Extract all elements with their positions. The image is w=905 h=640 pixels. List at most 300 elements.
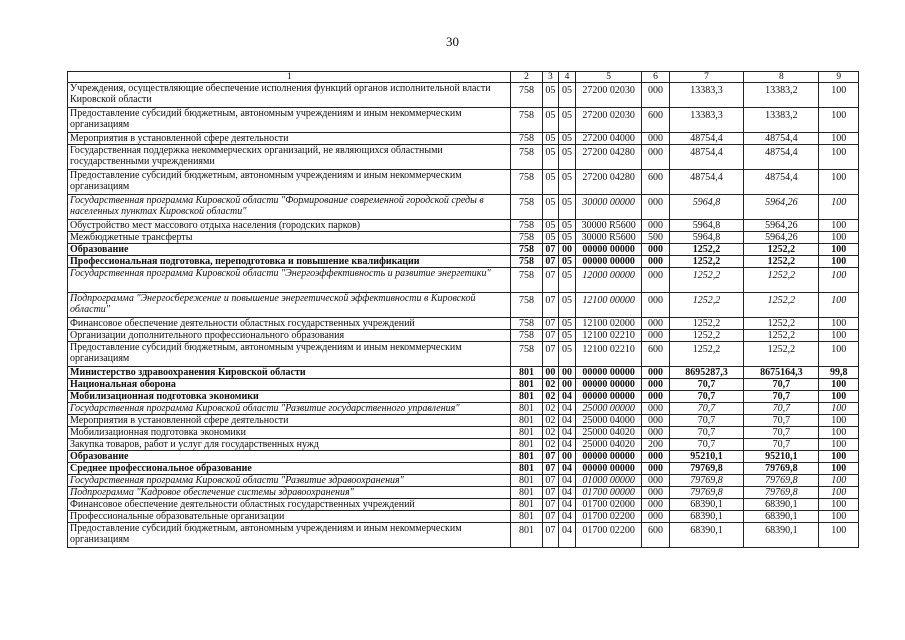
ministry-code-cell: 801: [511, 379, 542, 391]
table-row: [68, 83, 859, 108]
table-row: [68, 451, 859, 463]
planned-amount-cell: 70,7: [669, 379, 744, 391]
row-name-cell: Мобилизационная подготовка экономики: [68, 427, 511, 439]
section-code-cell: 07: [542, 511, 559, 523]
execution-percent-cell: 100: [819, 487, 859, 499]
row-name-cell: Мероприятия в установленной сфере деятельности: [68, 415, 511, 427]
row-name-cell: Государственная программа Кировской области "Формирование современной городской среды в населенных пунктах Кировской области": [68, 195, 511, 220]
table-row: [68, 403, 859, 415]
executed-amount-cell: 1252,2: [744, 330, 819, 342]
expense-type-cell: 000: [642, 499, 669, 511]
row-name-cell: Обустройство мест массового отдыха населения (городских парков): [68, 220, 511, 232]
executed-amount-cell: 68390,1: [744, 499, 819, 511]
column-header: 7: [669, 72, 744, 83]
target-article-cell: 25000 04000: [575, 415, 642, 427]
planned-amount-cell: 1252,2: [669, 256, 744, 268]
executed-amount-cell: 13383,2: [744, 83, 819, 108]
table-row: [68, 330, 859, 342]
planned-amount-cell: 13383,3: [669, 108, 744, 133]
execution-percent-cell: 100: [819, 523, 859, 548]
subsection-code-cell: 04: [559, 487, 576, 499]
table-row: [68, 220, 859, 232]
planned-amount-cell: 8695287,3: [669, 367, 744, 379]
execution-percent-cell: 100: [819, 427, 859, 439]
expense-type-cell: 000: [642, 391, 669, 403]
row-name-cell: Предоставление субсидий бюджетным, автономным учреждениям и иным некоммерческим организациям: [68, 170, 511, 195]
execution-percent-cell: 100: [819, 475, 859, 487]
execution-percent-cell: 100: [819, 108, 859, 133]
execution-percent-cell: 100: [819, 439, 859, 451]
row-name-cell: Мероприятия в установленной сфере деятельности: [68, 133, 511, 145]
execution-percent-cell: 100: [819, 318, 859, 330]
execution-percent-cell: 100: [819, 232, 859, 244]
section-code-cell: 07: [542, 463, 559, 475]
expense-type-cell: 000: [642, 244, 669, 256]
ministry-code-cell: 758: [511, 232, 542, 244]
section-code-cell: 02: [542, 403, 559, 415]
subsection-code-cell: 04: [559, 463, 576, 475]
row-name-cell: Министерство здравоохранения Кировской области: [68, 367, 511, 379]
target-article-cell: 00000 00000: [575, 256, 642, 268]
subsection-code-cell: 00: [559, 451, 576, 463]
expense-type-cell: 500: [642, 232, 669, 244]
target-article-cell: 27200 04280: [575, 145, 642, 170]
execution-percent-cell: 100: [819, 379, 859, 391]
row-name-cell: Государственная поддержка некоммерческих организаций, не являющихся областными государственными учреждениями: [68, 145, 511, 170]
planned-amount-cell: 79769,8: [669, 475, 744, 487]
ministry-code-cell: 758: [511, 170, 542, 195]
planned-amount-cell: 68390,1: [669, 523, 744, 548]
expense-type-cell: 000: [642, 318, 669, 330]
execution-percent-cell: 99,8: [819, 367, 859, 379]
ministry-code-cell: 801: [511, 391, 542, 403]
ministry-code-cell: 801: [511, 439, 542, 451]
execution-percent-cell: 100: [819, 463, 859, 475]
section-code-cell: 05: [542, 83, 559, 108]
executed-amount-cell: 8675164,3: [744, 367, 819, 379]
table-row: [68, 268, 859, 293]
subsection-code-cell: 05: [559, 220, 576, 232]
table-row: [68, 523, 859, 548]
section-code-cell: 07: [542, 330, 559, 342]
section-code-cell: 07: [542, 318, 559, 330]
target-article-cell: 12100 02210: [575, 342, 642, 367]
planned-amount-cell: 70,7: [669, 415, 744, 427]
ministry-code-cell: 801: [511, 523, 542, 548]
table-row: [68, 487, 859, 499]
execution-percent-cell: 100: [819, 451, 859, 463]
table-row: [68, 342, 859, 367]
row-name-cell: Предоставление субсидий бюджетным, автономным учреждениям и иным некоммерческим организациям: [68, 108, 511, 133]
subsection-code-cell: 05: [559, 232, 576, 244]
row-name-cell: Финансовое обеспечение деятельности областных государственных учреждений: [68, 499, 511, 511]
target-article-cell: 12000 00000: [575, 268, 642, 293]
table-row: [68, 439, 859, 451]
expense-type-cell: 000: [642, 403, 669, 415]
planned-amount-cell: 1252,2: [669, 330, 744, 342]
target-article-cell: 30000 00000: [575, 195, 642, 220]
ministry-code-cell: 801: [511, 367, 542, 379]
executed-amount-cell: 1252,2: [744, 318, 819, 330]
expense-type-cell: 000: [642, 463, 669, 475]
section-code-cell: 05: [542, 195, 559, 220]
column-header: 3: [542, 72, 559, 83]
execution-percent-cell: 100: [819, 330, 859, 342]
column-header: 5: [575, 72, 642, 83]
subsection-code-cell: 05: [559, 318, 576, 330]
section-code-cell: 05: [542, 108, 559, 133]
executed-amount-cell: 48754,4: [744, 133, 819, 145]
row-name-cell: Образование: [68, 451, 511, 463]
target-article-cell: 01700 02000: [575, 499, 642, 511]
subsection-code-cell: 04: [559, 475, 576, 487]
subsection-code-cell: 05: [559, 330, 576, 342]
section-code-cell: 05: [542, 170, 559, 195]
planned-amount-cell: 1252,2: [669, 244, 744, 256]
planned-amount-cell: 95210,1: [669, 451, 744, 463]
ministry-code-cell: 758: [511, 133, 542, 145]
ministry-code-cell: 758: [511, 195, 542, 220]
column-header: 2: [511, 72, 542, 83]
table-row: [68, 244, 859, 256]
executed-amount-cell: 70,7: [744, 427, 819, 439]
execution-percent-cell: 100: [819, 391, 859, 403]
section-code-cell: 02: [542, 391, 559, 403]
row-name-cell: Среднее профессиональное образование: [68, 463, 511, 475]
ministry-code-cell: 758: [511, 108, 542, 133]
executed-amount-cell: 79769,8: [744, 487, 819, 499]
ministry-code-cell: 801: [511, 487, 542, 499]
subsection-code-cell: 04: [559, 499, 576, 511]
planned-amount-cell: 48754,4: [669, 145, 744, 170]
target-article-cell: 27200 02030: [575, 108, 642, 133]
section-code-cell: 05: [542, 145, 559, 170]
target-article-cell: 25000 04020: [575, 439, 642, 451]
target-article-cell: 27200 04000: [575, 133, 642, 145]
planned-amount-cell: 70,7: [669, 439, 744, 451]
expense-type-cell: 000: [642, 195, 669, 220]
planned-amount-cell: 68390,1: [669, 511, 744, 523]
table-row: [68, 415, 859, 427]
table-row: [68, 293, 859, 318]
execution-percent-cell: 100: [819, 268, 859, 293]
section-code-cell: 07: [542, 475, 559, 487]
ministry-code-cell: 801: [511, 499, 542, 511]
row-name-cell: Государственная программа Кировской области "Развитие государственного управления": [68, 403, 511, 415]
target-article-cell: 30000 R5600: [575, 232, 642, 244]
planned-amount-cell: 68390,1: [669, 499, 744, 511]
subsection-code-cell: 04: [559, 523, 576, 548]
execution-percent-cell: 100: [819, 145, 859, 170]
subsection-code-cell: 00: [559, 367, 576, 379]
execution-percent-cell: 100: [819, 342, 859, 367]
table-row: [68, 145, 859, 170]
expense-type-cell: 000: [642, 379, 669, 391]
table-row: [68, 511, 859, 523]
subsection-code-cell: 04: [559, 415, 576, 427]
column-header: 6: [642, 72, 669, 83]
table-header-row: [68, 72, 859, 83]
expense-type-cell: 000: [642, 220, 669, 232]
expense-type-cell: 000: [642, 83, 669, 108]
execution-percent-cell: 100: [819, 83, 859, 108]
executed-amount-cell: 1252,2: [744, 342, 819, 367]
execution-percent-cell: 100: [819, 195, 859, 220]
ministry-code-cell: 801: [511, 463, 542, 475]
subsection-code-cell: 05: [559, 256, 576, 268]
section-code-cell: 05: [542, 232, 559, 244]
execution-percent-cell: 100: [819, 511, 859, 523]
section-code-cell: 05: [542, 133, 559, 145]
row-name-cell: Профессиональная подготовка, переподготовка и повышение квалификации: [68, 256, 511, 268]
subsection-code-cell: 05: [559, 145, 576, 170]
subsection-code-cell: 05: [559, 342, 576, 367]
execution-percent-cell: 100: [819, 220, 859, 232]
section-code-cell: 00: [542, 367, 559, 379]
ministry-code-cell: 801: [511, 475, 542, 487]
ministry-code-cell: 758: [511, 318, 542, 330]
execution-percent-cell: 100: [819, 256, 859, 268]
table-row: [68, 499, 859, 511]
section-code-cell: 07: [542, 523, 559, 548]
execution-percent-cell: 100: [819, 170, 859, 195]
expense-type-cell: 000: [642, 367, 669, 379]
expense-type-cell: 000: [642, 487, 669, 499]
subsection-code-cell: 05: [559, 170, 576, 195]
row-name-cell: Подпрограмма "Энергосбережение и повышение энергетической эффективности в Кировской области": [68, 293, 511, 318]
ministry-code-cell: 801: [511, 427, 542, 439]
row-name-cell: Межбюджетные трансферты: [68, 232, 511, 244]
table-row: [68, 232, 859, 244]
row-name-cell: Закупка товаров, работ и услуг для государственных нужд: [68, 439, 511, 451]
ministry-code-cell: 758: [511, 268, 542, 293]
budget-table: [67, 71, 859, 548]
subsection-code-cell: 05: [559, 83, 576, 108]
execution-percent-cell: 100: [819, 403, 859, 415]
planned-amount-cell: 70,7: [669, 403, 744, 415]
expense-type-cell: 000: [642, 475, 669, 487]
executed-amount-cell: 48754,4: [744, 145, 819, 170]
row-name-cell: Образование: [68, 244, 511, 256]
executed-amount-cell: 5964,26: [744, 220, 819, 232]
ministry-code-cell: 758: [511, 293, 542, 318]
subsection-code-cell: 04: [559, 391, 576, 403]
execution-percent-cell: 100: [819, 499, 859, 511]
section-code-cell: 07: [542, 244, 559, 256]
table-row: [68, 427, 859, 439]
ministry-code-cell: 758: [511, 342, 542, 367]
column-header: 8: [744, 72, 819, 83]
ministry-code-cell: 758: [511, 83, 542, 108]
expense-type-cell: 000: [642, 415, 669, 427]
ministry-code-cell: 758: [511, 256, 542, 268]
target-article-cell: 00000 00000: [575, 463, 642, 475]
executed-amount-cell: 68390,1: [744, 511, 819, 523]
target-article-cell: 00000 00000: [575, 451, 642, 463]
target-article-cell: 01700 00000: [575, 487, 642, 499]
table-row: [68, 318, 859, 330]
target-article-cell: 30000 R5600: [575, 220, 642, 232]
planned-amount-cell: 1252,2: [669, 318, 744, 330]
column-header: 1: [68, 72, 511, 83]
expense-type-cell: 000: [642, 511, 669, 523]
page-number: 30: [446, 34, 459, 49]
section-code-cell: 07: [542, 487, 559, 499]
row-name-cell: Предоставление субсидий бюджетным, автономным учреждениям и иным некоммерческим организациям: [68, 342, 511, 367]
section-code-cell: 07: [542, 256, 559, 268]
executed-amount-cell: 1252,2: [744, 293, 819, 318]
section-code-cell: 07: [542, 268, 559, 293]
executed-amount-cell: 13383,2: [744, 108, 819, 133]
expense-type-cell: 000: [642, 330, 669, 342]
ministry-code-cell: 758: [511, 330, 542, 342]
row-name-cell: Государственная программа Кировской области "Энергоэффективность и развитие энергетики": [68, 268, 511, 293]
table-row: [68, 391, 859, 403]
table-row: [68, 133, 859, 145]
section-code-cell: 02: [542, 379, 559, 391]
executed-amount-cell: 1252,2: [744, 256, 819, 268]
row-name-cell: Мобилизационная подготовка экономики: [68, 391, 511, 403]
target-article-cell: 00000 00000: [575, 367, 642, 379]
column-header: 4: [559, 72, 576, 83]
planned-amount-cell: 79769,8: [669, 463, 744, 475]
subsection-code-cell: 04: [559, 403, 576, 415]
ministry-code-cell: 801: [511, 403, 542, 415]
planned-amount-cell: 1252,2: [669, 293, 744, 318]
executed-amount-cell: 70,7: [744, 403, 819, 415]
ministry-code-cell: 758: [511, 220, 542, 232]
executed-amount-cell: 70,7: [744, 415, 819, 427]
subsection-code-cell: 04: [559, 511, 576, 523]
section-code-cell: 07: [542, 342, 559, 367]
executed-amount-cell: 79769,8: [744, 475, 819, 487]
table-row: [68, 170, 859, 195]
section-code-cell: 07: [542, 451, 559, 463]
ministry-code-cell: 801: [511, 451, 542, 463]
executed-amount-cell: 70,7: [744, 379, 819, 391]
table-row: [68, 367, 859, 379]
expense-type-cell: 600: [642, 170, 669, 195]
target-article-cell: 12100 00000: [575, 293, 642, 318]
executed-amount-cell: 5964,26: [744, 195, 819, 220]
executed-amount-cell: 48754,4: [744, 170, 819, 195]
target-article-cell: 12100 02000: [575, 318, 642, 330]
section-code-cell: 07: [542, 499, 559, 511]
table-row: [68, 379, 859, 391]
section-code-cell: 02: [542, 427, 559, 439]
subsection-code-cell: 00: [559, 244, 576, 256]
ministry-code-cell: 801: [511, 415, 542, 427]
column-header: 9: [819, 72, 859, 83]
target-article-cell: 00000 00000: [575, 391, 642, 403]
planned-amount-cell: 1252,2: [669, 268, 744, 293]
subsection-code-cell: 05: [559, 268, 576, 293]
planned-amount-cell: 70,7: [669, 427, 744, 439]
execution-percent-cell: 100: [819, 415, 859, 427]
planned-amount-cell: 5964,8: [669, 195, 744, 220]
planned-amount-cell: 48754,4: [669, 133, 744, 145]
target-article-cell: 27200 04280: [575, 170, 642, 195]
row-name-cell: Профессиональные образовательные организации: [68, 511, 511, 523]
subsection-code-cell: 05: [559, 195, 576, 220]
section-code-cell: 05: [542, 220, 559, 232]
planned-amount-cell: 70,7: [669, 391, 744, 403]
subsection-code-cell: 05: [559, 133, 576, 145]
executed-amount-cell: 5964,26: [744, 232, 819, 244]
target-article-cell: 12100 02210: [575, 330, 642, 342]
target-article-cell: 01700 02200: [575, 511, 642, 523]
row-name-cell: Национальная оборона: [68, 379, 511, 391]
expense-type-cell: 600: [642, 523, 669, 548]
table-row: [68, 108, 859, 133]
expense-type-cell: 000: [642, 427, 669, 439]
executed-amount-cell: 70,7: [744, 439, 819, 451]
executed-amount-cell: 95210,1: [744, 451, 819, 463]
subsection-code-cell: 00: [559, 379, 576, 391]
row-name-cell: Организации дополнительного профессионального образования: [68, 330, 511, 342]
expense-type-cell: 000: [642, 268, 669, 293]
subsection-code-cell: 04: [559, 427, 576, 439]
subsection-code-cell: 05: [559, 293, 576, 318]
planned-amount-cell: 79769,8: [669, 487, 744, 499]
execution-percent-cell: 100: [819, 293, 859, 318]
section-code-cell: 02: [542, 439, 559, 451]
row-name-cell: Подпрограмма "Кадровое обеспечение системы здравоохранения": [68, 487, 511, 499]
row-name-cell: Учреждения, осуществляющие обеспечение исполнения функций органов исполнительной власти Кировской области: [68, 83, 511, 108]
executed-amount-cell: 70,7: [744, 391, 819, 403]
planned-amount-cell: 5964,8: [669, 220, 744, 232]
planned-amount-cell: 1252,2: [669, 342, 744, 367]
ministry-code-cell: 758: [511, 244, 542, 256]
expense-type-cell: 600: [642, 342, 669, 367]
executed-amount-cell: 68390,1: [744, 523, 819, 548]
expense-type-cell: 000: [642, 451, 669, 463]
execution-percent-cell: 100: [819, 244, 859, 256]
executed-amount-cell: 1252,2: [744, 244, 819, 256]
expense-type-cell: 000: [642, 145, 669, 170]
planned-amount-cell: 48754,4: [669, 170, 744, 195]
target-article-cell: 27200 02030: [575, 83, 642, 108]
row-name-cell: Финансовое обеспечение деятельности областных государственных учреждений: [68, 318, 511, 330]
subsection-code-cell: 05: [559, 108, 576, 133]
target-article-cell: 25000 00000: [575, 403, 642, 415]
target-article-cell: 00000 00000: [575, 244, 642, 256]
table-row: [68, 475, 859, 487]
executed-amount-cell: 1252,2: [744, 268, 819, 293]
section-code-cell: 07: [542, 293, 559, 318]
subsection-code-cell: 04: [559, 439, 576, 451]
executed-amount-cell: 79769,8: [744, 463, 819, 475]
table-row: [68, 195, 859, 220]
target-article-cell: 25000 04020: [575, 427, 642, 439]
planned-amount-cell: 13383,3: [669, 83, 744, 108]
expense-type-cell: 000: [642, 133, 669, 145]
target-article-cell: 00000 00000: [575, 379, 642, 391]
expense-type-cell: 000: [642, 293, 669, 318]
target-article-cell: 01000 00000: [575, 475, 642, 487]
table-row: [68, 256, 859, 268]
table-row: [68, 463, 859, 475]
row-name-cell: Государственная программа Кировской области "Развитие здравоохранения": [68, 475, 511, 487]
planned-amount-cell: 5964,8: [669, 232, 744, 244]
execution-percent-cell: 100: [819, 133, 859, 145]
target-article-cell: 01700 02200: [575, 523, 642, 548]
ministry-code-cell: 801: [511, 511, 542, 523]
section-code-cell: 02: [542, 415, 559, 427]
expense-type-cell: 600: [642, 108, 669, 133]
expense-type-cell: 200: [642, 439, 669, 451]
row-name-cell: Предоставление субсидий бюджетным, автономным учреждениям и иным некоммерческим организациям: [68, 523, 511, 548]
